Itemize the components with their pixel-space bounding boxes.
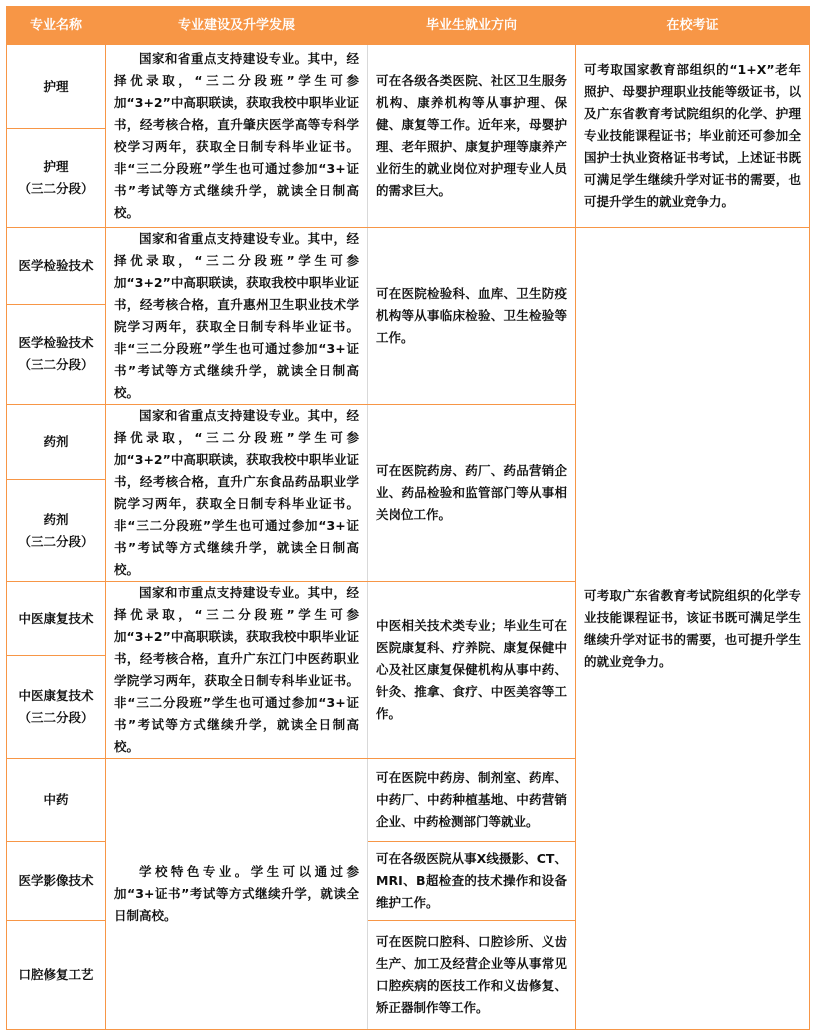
certificate-text: 可考取广东省教育考试院组织的化学专业技能课程证书，该证书既可满足学生继续升学对证书的需要，也可提升学生的就业竞争力。 xyxy=(576,228,810,1030)
job-text: 可在医院中药房、制剂室、药库、中药厂、中药种植基地、中药营销企业、中药检测部门等就业。 xyxy=(368,759,576,842)
major-name: 护理 xyxy=(7,45,106,129)
job-text: 可在医院药房、药厂、药品营销企业、药品检验和监管部门等从事相关岗位工作。 xyxy=(368,405,576,582)
job-text: 中医相关技术类专业；毕业生可在医院康复科、疗养院、康复保健中心及社区康复保健机构从事中药、针灸、推拿、食疗、中医美容等工作。 xyxy=(368,582,576,759)
development-text: 学校特色专业。学生可以通过参加“3+证书”考试等方式继续升学，就读全日制高校。 xyxy=(106,759,368,1030)
job-text: 可在各级医院从事X线摄影、CT、MRI、B超检查的技术操作和设备维护工作。 xyxy=(368,842,576,921)
development-text: 国家和省重点支持建设专业。其中，经择优录取，“三二分段班”学生可参加“3+2”中高职联读，获取我校中职毕业证书，经考核合格，直升广东食品药品职业学院学习两年，获取全日制专科毕业证书。非“三二分段班”学生也可通过参加“3+证书”考试等方式继续升学，就读全日制高校。 xyxy=(106,405,368,582)
header-major: 专业名称 xyxy=(7,7,106,45)
development-text: 国家和市重点支持建设专业。其中，经择优录取，“三二分段班”学生可参加“3+2”中高职联读，获取我校中职毕业证书，经考核合格，直升广东江门中医药职业学院学习两年，获取全日制专科毕业证书。非“三二分段班”学生也可通过参加“3+证书”考试等方式继续升学，就读全日制高校。 xyxy=(106,582,368,759)
header-row xyxy=(7,7,810,45)
development-text: 国家和省重点支持建设专业。其中，经择优录取，“三二分段班”学生可参加“3+2”中高职联读，获取我校中职毕业证书，经考核合格，直升惠州卫生职业技术学院学习两年，获取全日制专科毕业证书。非“三二分段班”学生也可通过参加“3+证书”考试等方式继续升学，就读全日制高校。 xyxy=(106,228,368,405)
major-name: 中医康复技术 （三二分段） xyxy=(7,656,106,759)
major-name: 药剂 xyxy=(7,405,106,480)
major-name: 医学影像技术 xyxy=(7,842,106,921)
major-name: 中医康复技术 xyxy=(7,582,106,656)
certificate-text: 可考取国家教育部组织的“1+X”老年照护、母婴护理职业技能等级证书，以及广东省教育考试院组织的化学、护理专业技能课程证书；毕业前还可参加全国护士执业资格证书考试，上述证书既可满足学生继续升学对证书的需要，也可提升学生的就业竞争力。 xyxy=(576,45,810,228)
header-jobs: 毕业生就业方向 xyxy=(368,7,576,45)
major-name: 药剂 （三二分段） xyxy=(7,480,106,582)
table-row xyxy=(7,228,810,305)
development-text: 国家和省重点支持建设专业。其中，经择优录取，“三二分段班”学生可参加“3+2”中高职联读，获取我校中职毕业证书，经考核合格，直升肇庆医学高等专科学校学习两年，获取全日制专科毕业证书。非“三二分段班”学生也可通过参加“3+证书”考试等方式继续升学，就读全日制高校。 xyxy=(106,45,368,228)
major-name: 护理 （三二分段） xyxy=(7,129,106,228)
majors-table xyxy=(6,6,810,1030)
major-name: 医学检验技术 xyxy=(7,228,106,305)
header-development: 专业建设及升学发展 xyxy=(106,7,368,45)
header-certificates: 在校考证 xyxy=(576,7,810,45)
job-text: 可在医院口腔科、口腔诊所、义齿生产、加工及经营企业等从事常见口腔疾病的医技工作和义齿修复、矫正器制作等工作。 xyxy=(368,921,576,1030)
job-text: 可在医院检验科、血库、卫生防疫机构等从事临床检验、卫生检验等工作。 xyxy=(368,228,576,405)
major-name: 中药 xyxy=(7,759,106,842)
major-name: 口腔修复工艺 xyxy=(7,921,106,1030)
table-row xyxy=(7,45,810,129)
job-text: 可在各级各类医院、社区卫生服务机构、康养机构等从事护理、保健、康复等工作。近年来，母婴护理、老年照护、康复护理等康养产业衍生的就业岗位对护理专业人员的需求巨大。 xyxy=(368,45,576,228)
major-name: 医学检验技术 （三二分段） xyxy=(7,304,106,404)
